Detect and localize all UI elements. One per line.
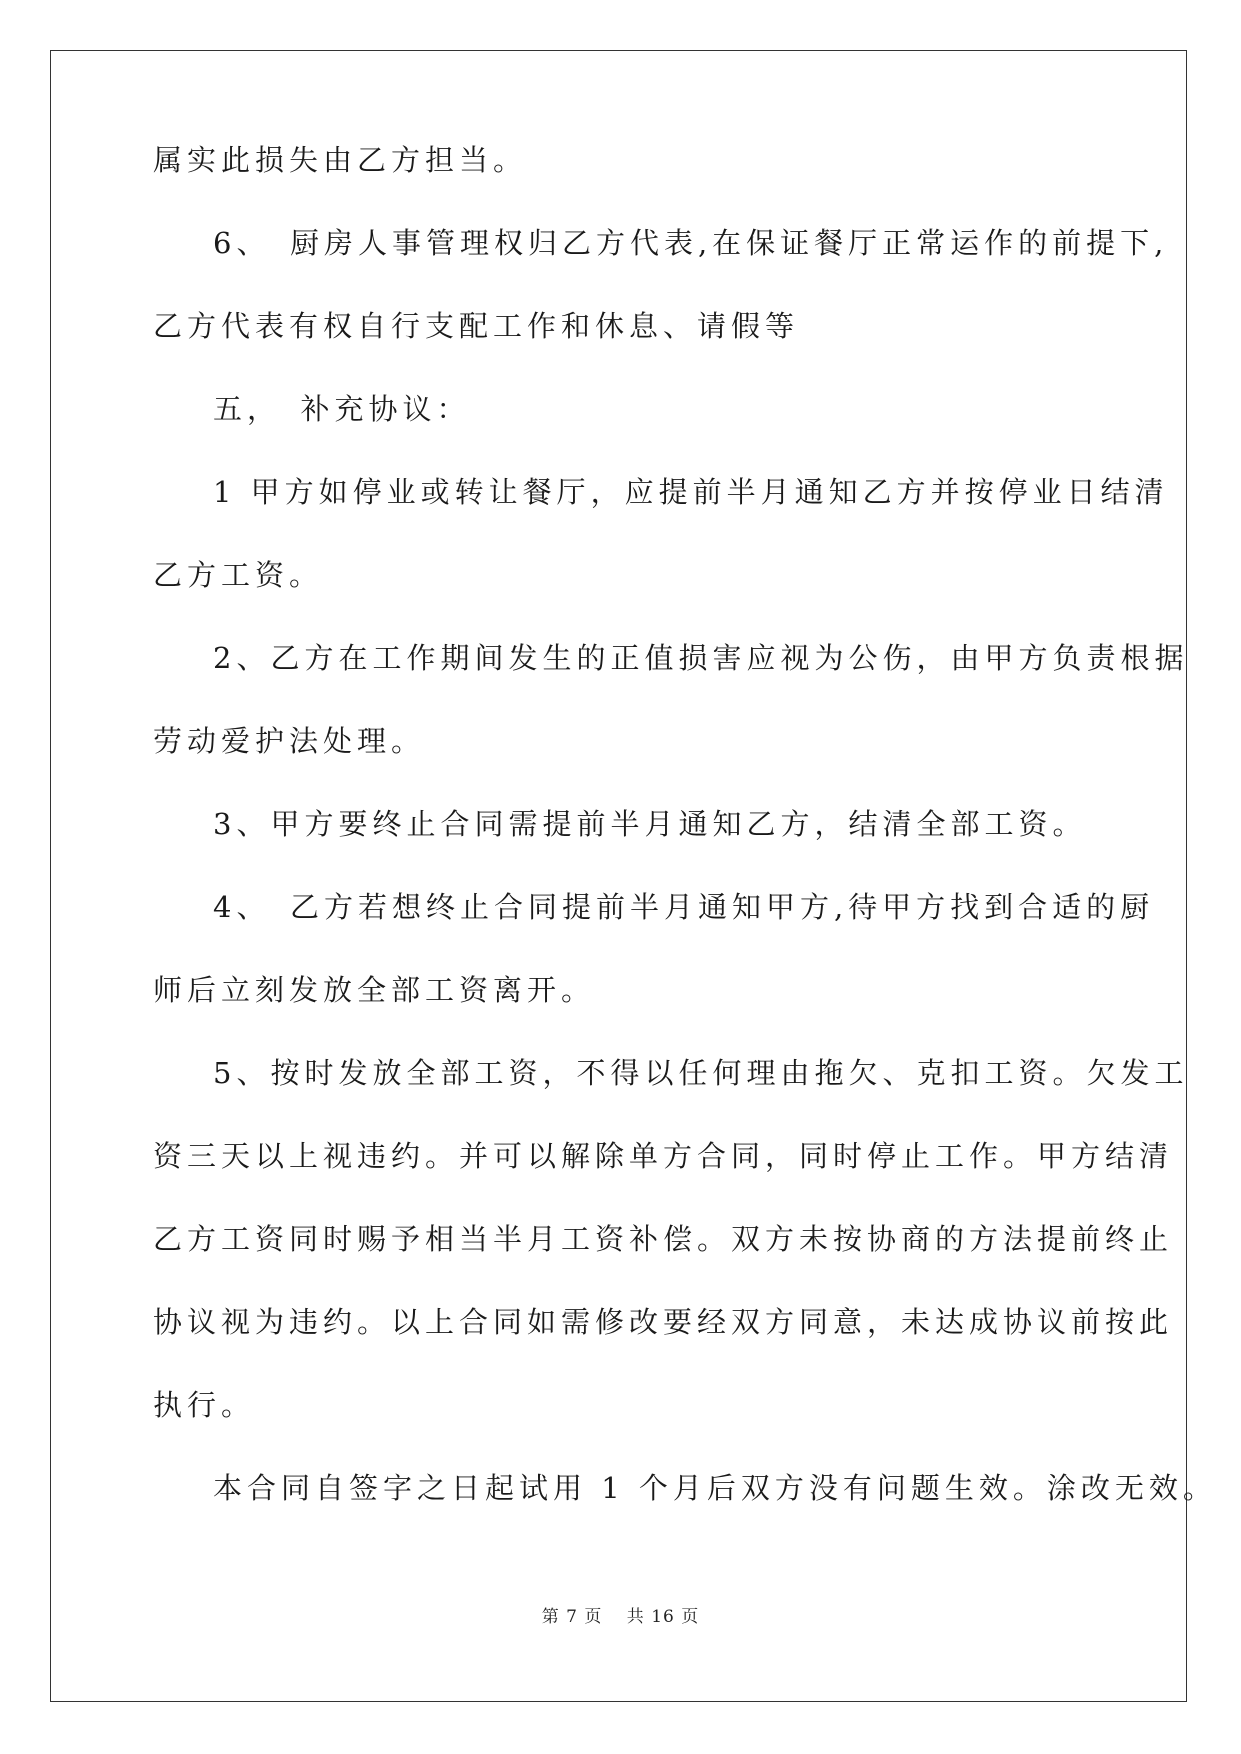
text-line: 劳动爱护法处理。 [153, 724, 426, 758]
text-line: 执行。 [153, 1388, 256, 1422]
text-line: 属实此损失由乙方担当。 [153, 143, 528, 177]
text-line: 2、乙方在工作期间发生的正值损害应视为公伤，由甲方负责根据 [213, 641, 1189, 675]
text-line: 4、 乙方若想终止合同提前半月通知甲方,待甲方找到合适的厨 [213, 890, 1155, 924]
text-line: 6、 厨房人事管理权归乙方代表,在保证餐厅正常运作的前提下, [213, 226, 1169, 260]
text-line: 乙方工资。 [153, 558, 324, 592]
text-line: 乙方工资同时赐予相当半月工资补偿。双方未按协商的方法提前终止 [153, 1222, 1174, 1256]
text-line: 1 甲方如停业或转让餐厅，应提前半月通知乙方并按停业日结清 [213, 475, 1169, 509]
text-line: 3、甲方要终止合同需提前半月通知乙方，结清全部工资。 [213, 807, 1087, 841]
section-heading: 五， 补充协议： [213, 392, 471, 426]
text-line: 协议视为违约。以上合同如需修改要经双方同意，未达成协议前按此 [153, 1305, 1174, 1339]
text-line: 乙方代表有权自行支配工作和休息、请假等 [153, 309, 800, 343]
text-line: 5、按时发放全部工资，不得以任何理由拖欠、克扣工资。欠发工 [213, 1056, 1189, 1090]
document-body [153, 143, 1217, 1530]
text-line: 资三天以上视违约。并可以解除单方合同，同时停止工作。甲方结清 [153, 1139, 1174, 1173]
page-number-footer: 第 7 页 共 16 页 [541, 1607, 700, 1627]
text-line: 本合同自签字之日起试用 1 个月后双方没有问题生效。涂改无效。 [213, 1471, 1217, 1505]
text-line: 师后立刻发放全部工资离开。 [153, 973, 596, 1007]
